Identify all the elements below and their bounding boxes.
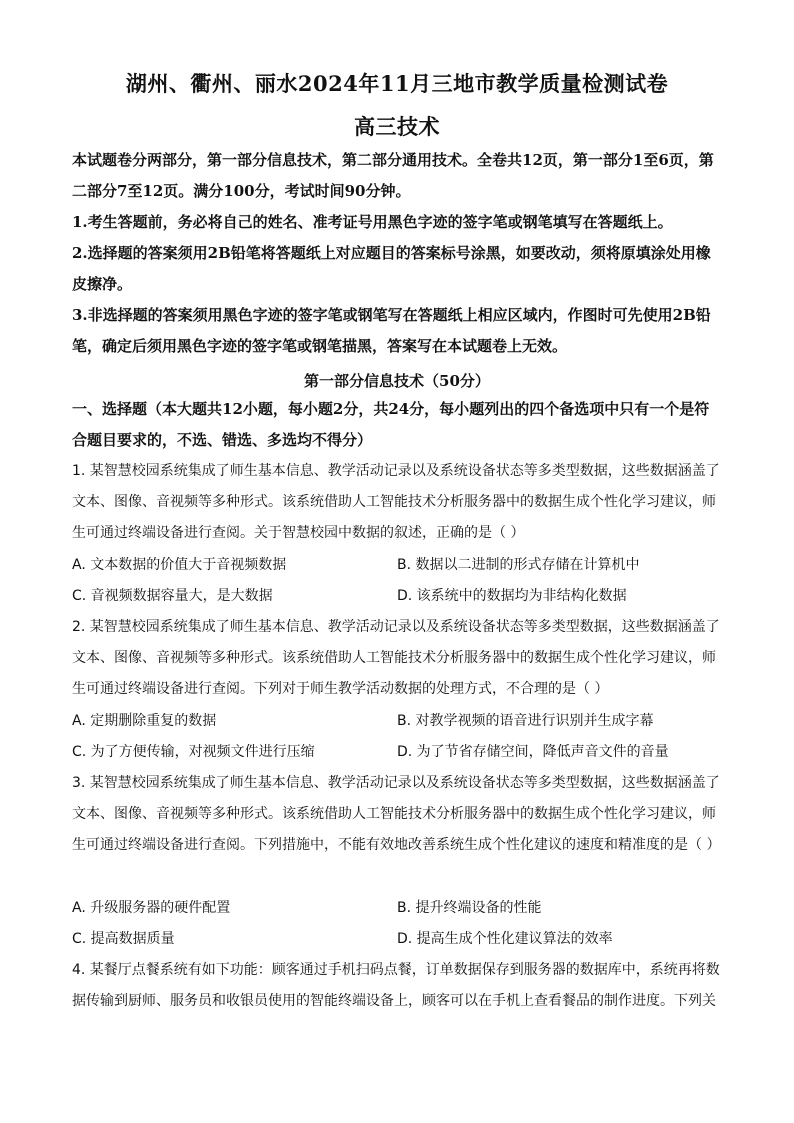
question-1-option-b[interactable]: B. 数据以二进制的形式存储在计算机中 <box>397 557 640 573</box>
part-title: 第一部分信息技术（50分） <box>304 372 490 390</box>
question-3-option-d[interactable]: D. 提高生成个性化建议算法的效率 <box>397 931 613 947</box>
question-1-option-d[interactable]: D. 该系统中的数据均为非结构化数据 <box>397 588 627 604</box>
question-3-option-c[interactable]: C. 提高数据质量 <box>72 931 175 947</box>
question-1-option-a[interactable]: A. 文本数据的价值大于音视频数据 <box>72 557 287 573</box>
question-3-option-b[interactable]: B. 提升终端设备的性能 <box>397 900 542 916</box>
rule-2: 2.选择题的答案须用2B铅笔将答题纸上对应题目的答案标号涂黑，如要改动，须将原填涂处用橡皮擦净。 <box>72 244 711 293</box>
question-3-stem: 3. 某智慧校园系统集成了师生基本信息、教学活动记录以及系统设备状态等多类型数据，这些数据涵盖了文本、图像、音视频等多种形式。该系统借助人工智能技术分析服务器中的数据生成个性化学习建议，师生可通过终端设备进行查阅。下列措施中，不能有效地改善系统生成个性化建议的速度和精准度的是（ ） <box>72 775 721 853</box>
exam-title: 湖州、衢州、丽水2024年11月三地市教学质量检测试卷 <box>125 71 669 96</box>
question-1-stem: 1. 某智慧校园系统集成了师生基本信息、教学活动记录以及系统设备状态等多类型数据，这些数据涵盖了文本、图像、音视频等多种形式。该系统借助人工智能技术分析服务器中的数据生成个性化学习建议，师生可通过终端设备进行查阅。关于智慧校园中数据的叙述，正确的是（ ） <box>72 463 720 541</box>
exam-subtitle: 高三技术 <box>354 114 440 139</box>
rule-3: 3.非选择题的答案须用黑色字迹的签字笔或钢笔写在答题纸上相应区域内，作图时可先使用2B铅笔，确定后须用黑色字迹的签字笔或钢笔描黑，答案写在本试题卷上无效。 <box>72 306 711 355</box>
question-2-option-b[interactable]: B. 对教学视频的语音进行识别并生成字幕 <box>397 713 654 729</box>
question-2-option-d[interactable]: D. 为了节省存储空间，降低声音文件的音量 <box>397 744 669 760</box>
intro-paragraph: 本试题卷分两部分，第一部分信息技术，第二部分通用技术。全卷共12页，第一部分1至6页，第二部分7至12页。满分100分，考试时间90分钟。 <box>72 151 714 200</box>
rule-1: 1.考生答题前，务必将自己的姓名、准考证号用黑色字迹的签字笔或钢笔填写在答题纸上。 <box>72 213 673 231</box>
question-1-option-c[interactable]: C. 音视频数据容量大，是大数据 <box>72 588 273 604</box>
question-2-option-a[interactable]: A. 定期删除重复的数据 <box>72 713 217 729</box>
question-2-option-c[interactable]: C. 为了方便传输，对视频文件进行压缩 <box>72 744 315 760</box>
section-heading: 一、选择题（本大题共12小题，每小题2分，共24分，每小题列出的四个备选项中只有一个是符合题目要求的，不选、错选、多选均不得分） <box>72 400 710 449</box>
question-2-stem: 2. 某智慧校园系统集成了师生基本信息、教学活动记录以及系统设备状态等多类型数据，这些数据涵盖了文本、图像、音视频等多种形式。该系统借助人工智能技术分析服务器中的数据生成个性化学习建议，师生可通过终端设备进行查阅。下列对于师生教学活动数据的处理方式，不合理的是（ ） <box>72 619 720 697</box>
question-3-option-a[interactable]: A. 升级服务器的硬件配置 <box>72 900 231 916</box>
question-4-stem: 4. 某餐厅点餐系统有如下功能：顾客通过手机扫码点餐，订单数据保存到服务器的数据库中，系统再将数据传输到厨师、服务员和收银员使用的智能终端设备上，顾客可以在手机上查看餐品的制作进度。下列关 <box>72 962 720 1009</box>
